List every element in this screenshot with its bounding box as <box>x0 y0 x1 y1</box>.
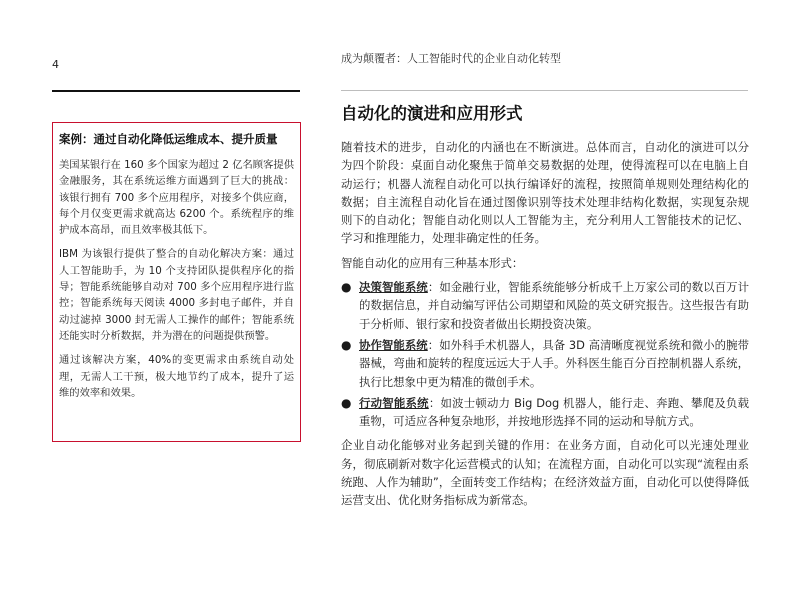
right-divider <box>341 90 748 91</box>
list-item <box>341 336 749 391</box>
intro-paragraph: 随着技术的进步，自动化的内涵也在不断演进。总体而言，自动化的演进可以分为四个阶段：桌面自动化聚焦于简单交易数据的处理，使得流程可以在电脑上自动运行；机器人流程自动化可以执行编译好的流程，按照简单规则处理结构化的数据；自主流程自动化旨在通过图像识别等技术处理非结构化数据，实现复杂规则下的自动化；智能自动化则以人工智能为主，充分利用人工智能技术的记忆、学习和推理能力，处理非确定性的任务。 <box>341 140 749 246</box>
case-study-paragraph: 通过该解决方案，40%的变更需求由系统自动处理，无需人工干预，极大地节约了成本，提升了运维的效率和效果。 <box>59 354 294 399</box>
list-item <box>341 394 749 431</box>
left-divider <box>52 90 300 92</box>
bullet-icon: ● <box>341 395 352 410</box>
bullet-term: 决策智能系统 <box>359 280 428 295</box>
bullet-icon: ● <box>341 337 352 352</box>
bullet-body <box>359 278 749 333</box>
forms-lead: 智能自动化的应用有三种基本形式： <box>341 255 524 270</box>
list-item <box>341 278 749 333</box>
bullet-text: ：如波士顿动力 Big Dog 机器人，能行走、奔跑、攀爬及负载重物，可适应各种复杂地形，并按地形选择不同的运动和导航方式。 <box>359 395 749 429</box>
case-study-paragraph: IBM 为该银行提供了整合的自动化解决方案：通过人工智能助手，为 10 个支持团队提供程序化的指导；智能系统能够自动对 700 多个应用程序进行监控；智能系统每天阅读 4000 多封电子邮件，并自动过滤掉 3000 封无需人工操作的邮件；智能系统还能实时分析数据，并为潜在的问题提供预警。 <box>59 248 294 342</box>
bullet-term: 行动智能系统 <box>359 395 429 410</box>
case-study-paragraph: 美国某银行在 160 多个国家为超过 2 亿名顾客提供金融服务，其在系统运维方面遇到了巨大的挑战：该银行拥有 700 多个应用程序，对接多个供应商，每个月仅变更需求就高达 6200 个。系统程序的维护成本高昂，而且效率极其低下。 <box>59 159 294 237</box>
closing-paragraph: 企业自动化能够对业务起到关键的作用：在业务方面，自动化可以光速处理业务，彻底刷新对数字化运营模式的认知；在流程方面，自动化可以实现“流程由系统跑、人作为辅助”，全面转变工作结构；在经济效益方面，自动化可以使得降低运营支出、优化财务指标成为新常态。 <box>341 438 749 508</box>
case-study-box <box>52 122 301 442</box>
bullet-body <box>359 336 749 391</box>
running-header: 成为颠覆者：人工智能时代的企业自动化转型 <box>341 52 561 65</box>
bullet-icon: ● <box>341 280 352 295</box>
forms-list <box>341 278 749 430</box>
case-study-title: 案例：通过自动化降低运维成本、提升质量 <box>59 132 278 146</box>
page-number: 4 <box>52 58 59 71</box>
bullet-term: 协作智能系统 <box>359 337 428 352</box>
main-content <box>341 100 749 516</box>
bullet-body <box>359 394 749 431</box>
bullet-text: ：如金融行业，智能系统能够分析成千上万家公司的数以百万计的数据信息，并自动编写评估公司期望和风险的英文研究报告。这些报告有助于分析师、银行家和投资者做出长期投资决策。 <box>359 280 749 331</box>
bullet-text: ：如外科手术机器人，具备 3D 高清晰度视觉系统和微小的腕带器械，弯曲和旋转的程度远远大于人手。外科医生能百分百控制机器人系统，执行比想象中更为精准的微创手术。 <box>359 337 749 389</box>
section-title: 自动化的演进和应用形式 <box>341 104 523 123</box>
